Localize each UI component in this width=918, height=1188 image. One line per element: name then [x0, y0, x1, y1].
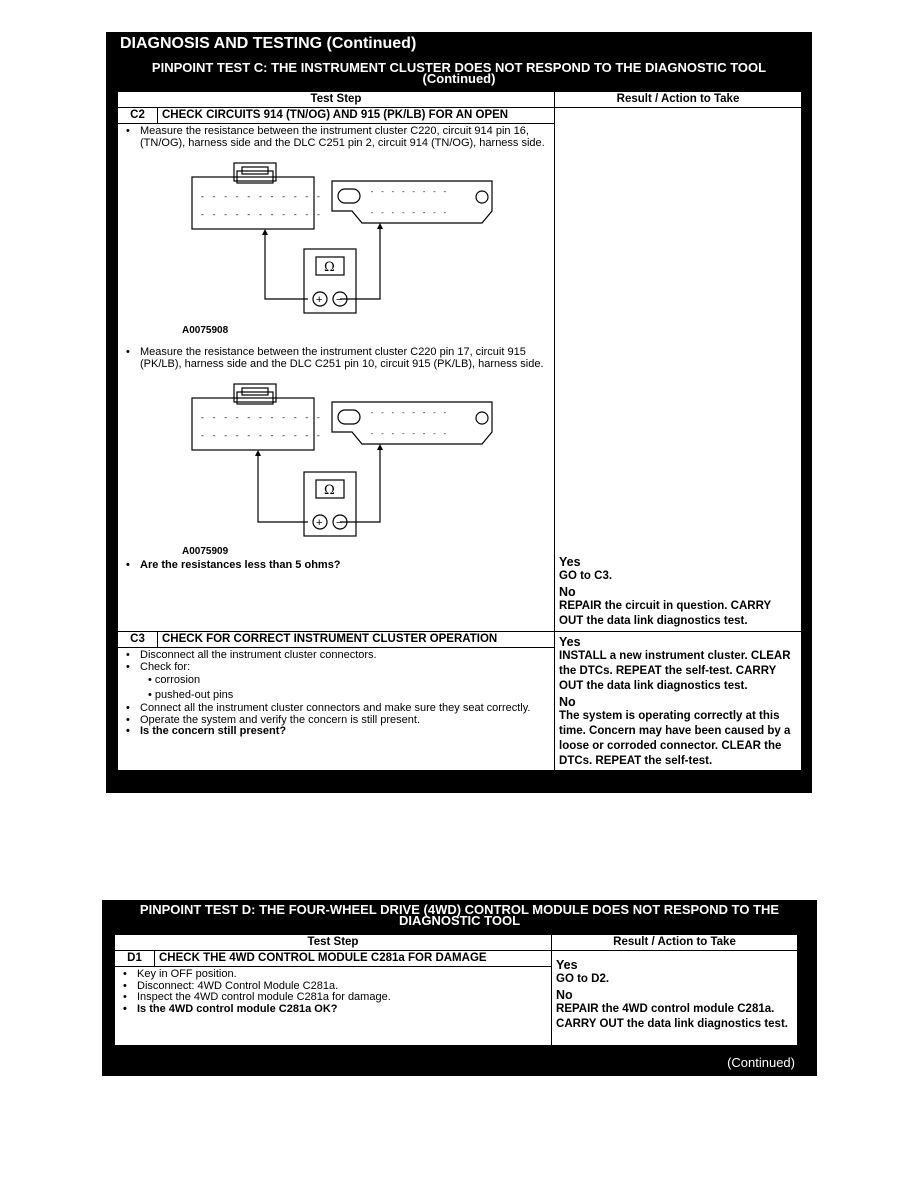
bullet-check-for: • Check for:: [126, 662, 550, 674]
test-step-header: Test Step: [115, 935, 552, 951]
bullet-measure-915: • Measure the resistance between the instrument cluster C220 pin 17, circuit 915 (PK/LB), harness side and the DLC C251 pin 10, circuit 915 (PK/LB), harness side.: [126, 347, 550, 370]
svg-text:- - - - - - - -: - - - - - - - -: [370, 410, 449, 418]
svg-text:- - - - - - - -: - - - - - - - -: [370, 189, 449, 197]
yes-end: .: [608, 570, 613, 582]
pinpoint-test-d-panel: [102, 900, 817, 1076]
plus-terminal: +: [316, 294, 323, 306]
cluster-connector: [192, 177, 314, 229]
test-d-table: [114, 934, 798, 1046]
no-action: REPAIR the 4WD control module C281a. CARRY OUT the data link diagnostics test.: [556, 1003, 788, 1030]
test-step-header: Test Step: [118, 92, 555, 108]
bullet-operate: • Operate the system and verify the concern is still present.: [126, 715, 550, 727]
bullet-connect: • Connect all the instrument cluster connectors and make sure they seat correctly.: [126, 703, 550, 715]
step-d1-result: [552, 951, 798, 1046]
sub-pushed-out-pins: • pushed-out pins: [144, 688, 550, 703]
step-title: CHECK CIRCUITS 914 (TN/OG) AND 915 (PK/LB) FOR AN OPEN: [158, 108, 555, 124]
ohm-symbol: Ω: [324, 483, 335, 498]
step-id: C3: [118, 632, 158, 648]
svg-text:- - - - - - - - - - -: - - - - - - - - - - -: [200, 432, 322, 441]
pinpoint-test-c-panel: [106, 32, 812, 793]
wiring-diagram-915: [182, 378, 512, 558]
bullet-inspect: • Inspect the 4WD control module C281a for damage.: [123, 992, 547, 1004]
no-label: No: [559, 695, 576, 709]
wiring-diagram-914: [182, 157, 512, 337]
pinpoint-test-d-title: PINPOINT TEST D: THE FOUR-WHEEL DRIVE (4WD) CONTROL MODULE DOES NOT RESPOND TO THE: [139, 902, 780, 917]
ohm-symbol: Ω: [324, 260, 335, 275]
step-c3-result: [555, 632, 802, 771]
yes-label: Yes: [559, 555, 581, 569]
minus-terminal: −: [336, 517, 343, 529]
pinpoint-test-d-title-2: DIAGNOSTIC TOOL: [398, 913, 521, 928]
step-id: D1: [115, 951, 155, 967]
step-c2-body: [118, 124, 555, 632]
no-action: REPAIR the circuit in question. CARRY OUT the data link diagnostics test.: [559, 600, 771, 627]
question-c3: • Is the concern still present?: [126, 726, 550, 738]
svg-text:- - - - - - - -: - - - - - - - -: [370, 210, 449, 218]
yes-action: GO to: [556, 973, 592, 985]
yes-label: Yes: [556, 958, 578, 972]
yes-action: GO to: [559, 570, 595, 582]
step-id: C2: [118, 108, 158, 124]
question-c2: • Are the resistances less than 5 ohms?: [126, 560, 550, 572]
step-d1-row: [115, 951, 798, 967]
step-d1-body: [115, 967, 552, 1046]
pinpoint-test-c-title: PINPOINT TEST C: THE INSTRUMENT CLUSTER DOES NOT RESPOND TO THE DIAGNOSTIC TOOL: [151, 60, 767, 75]
minus-terminal: −: [336, 294, 343, 306]
yes-action: INSTALL a new instrument cluster. CLEAR the DTCs. REPEAT the self-test. CARRY OUT the data link diagnostics test.: [559, 650, 791, 692]
pinpoint-test-c-continued: (Continued): [422, 71, 496, 86]
step-c2-row: [118, 108, 802, 124]
yes-step-ref[interactable]: C3: [594, 570, 609, 582]
continued-label: (Continued): [727, 1055, 795, 1070]
figure-code: A0075909: [182, 546, 229, 557]
svg-text:- - - - - - - - - - -: - - - - - - - - - - -: [200, 414, 322, 423]
svg-text:- - - - - - - -: - - - - - - - -: [370, 431, 449, 439]
ohmmeter: [304, 249, 356, 313]
svg-text:- - - - - - - - - - -: - - - - - - - - - - -: [200, 193, 322, 202]
no-label: No: [556, 988, 573, 1002]
section-title: DIAGNOSIS AND TESTING (Continued): [120, 35, 417, 52]
sub-corrosion: • corrosion: [144, 673, 550, 688]
step-title: CHECK THE 4WD CONTROL MODULE C281a FOR DAMAGE: [155, 951, 552, 967]
step-c2-result: [555, 108, 802, 632]
no-action: The system is operating correctly at this time. Concern may have been caused by a loose or corroded connector. CLEAR the DTCs. REPEAT the self-test.: [559, 710, 791, 767]
yes-label: Yes: [559, 635, 581, 649]
bullet-measure-914: • Measure the resistance between the instrument cluster C220, circuit 914 pin 16, (TN/OG), harness side and the DLC C251 pin 2, circuit 914 (TN/OG), harness side.: [126, 126, 550, 149]
result-header: Result / Action to Take: [555, 92, 802, 108]
question-d1: • Is the 4WD control module C281a OK?: [123, 1004, 547, 1016]
no-label: No: [559, 585, 576, 599]
figure-code: A0075908: [182, 325, 229, 336]
result-header: Result / Action to Take: [552, 935, 798, 951]
plus-terminal: +: [316, 517, 323, 529]
bullet-key-off: • Key in OFF position.: [123, 969, 547, 981]
bullet-disconnect: • Disconnect all the instrument cluster connectors.: [126, 650, 550, 662]
yes-end: .: [605, 973, 610, 985]
step-c3-row: [118, 632, 802, 648]
step-c3-body: [118, 648, 555, 771]
test-c-table: [117, 91, 802, 771]
yes-step-ref[interactable]: D2: [591, 973, 606, 985]
svg-text:- - - - - - - - - - -: - - - - - - - - - - -: [200, 211, 322, 220]
bullet-disconnect: • Disconnect: 4WD Control Module C281a.: [123, 981, 547, 993]
step-title: CHECK FOR CORRECT INSTRUMENT CLUSTER OPERATION: [158, 632, 555, 648]
